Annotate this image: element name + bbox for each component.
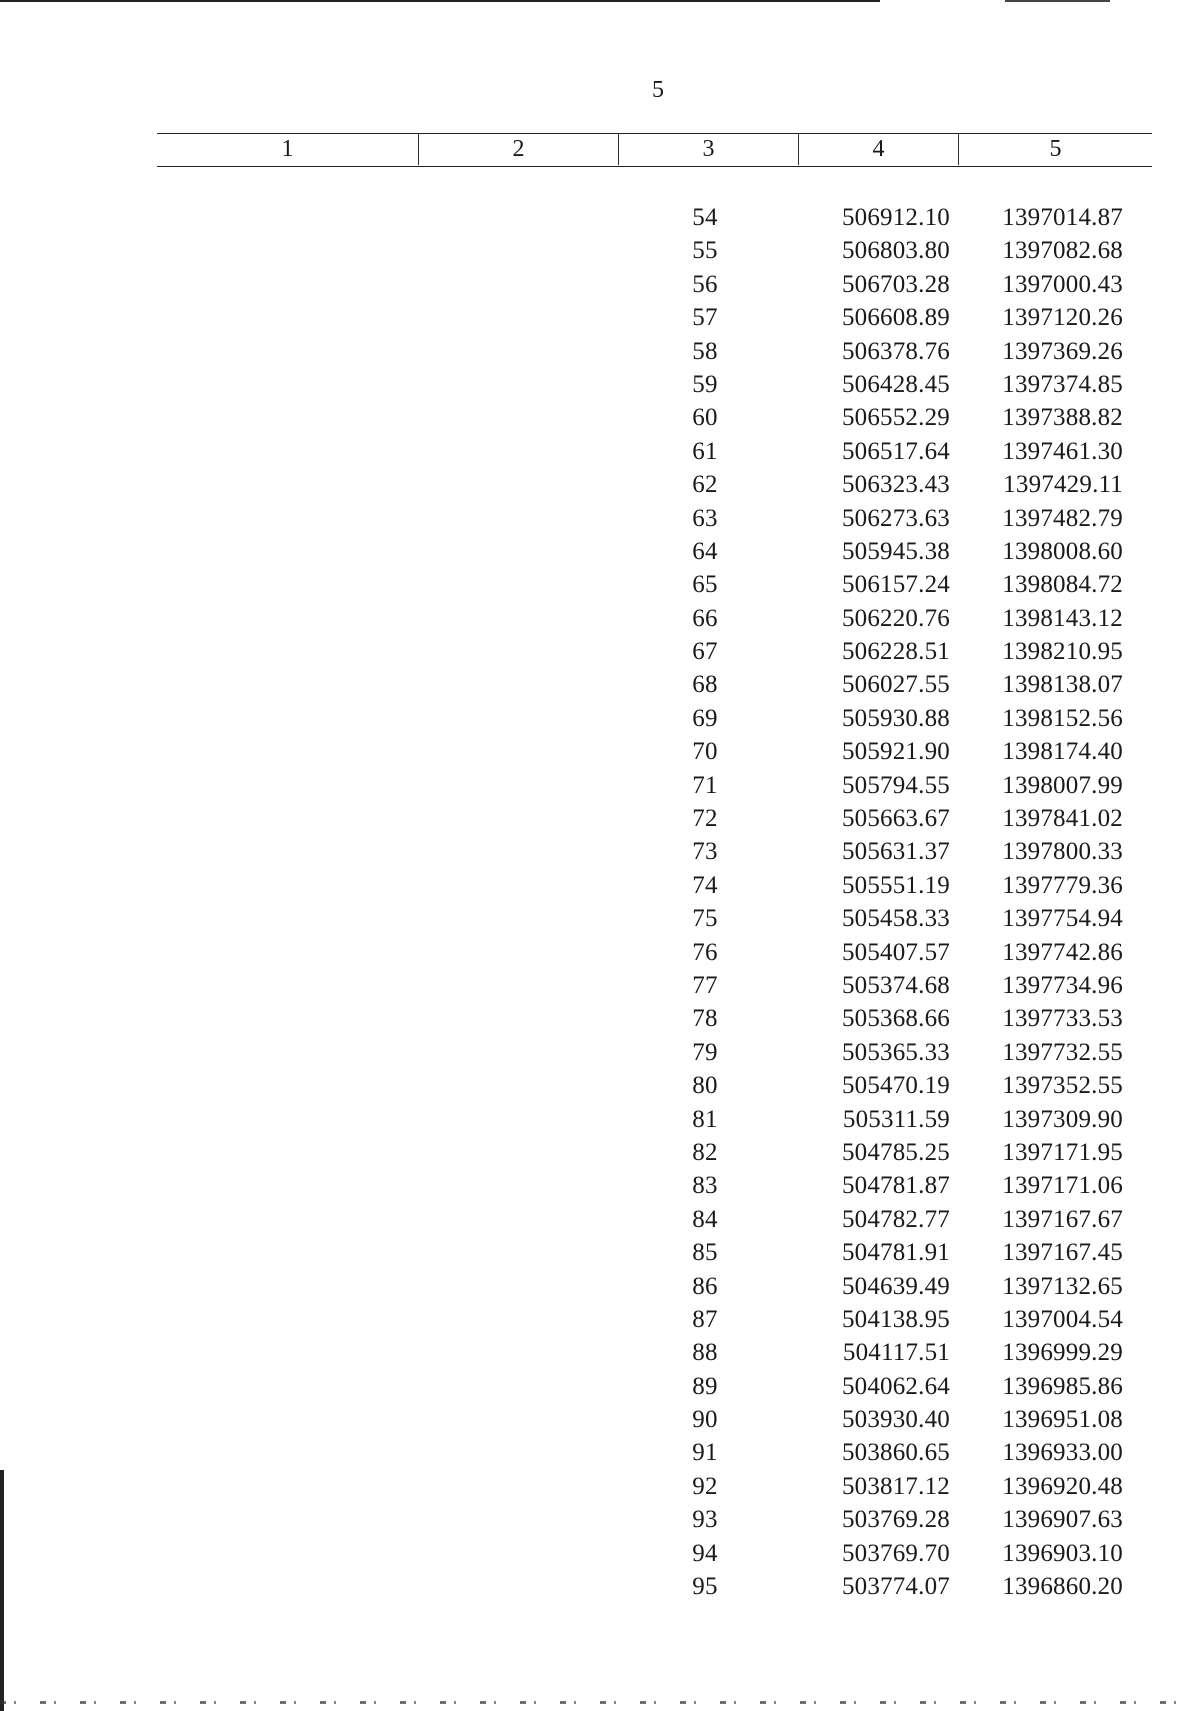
point-number: 82 [692, 1138, 718, 1166]
table-row [0, 1136, 1200, 1169]
point-number: 87 [692, 1305, 718, 1333]
column-header-1: 1 [157, 134, 419, 165]
point-number: 95 [692, 1573, 718, 1601]
coordinate-y: 1397388.82 [1002, 404, 1123, 432]
table-row [0, 1537, 1200, 1570]
coordinate-x: 506228.51 [841, 638, 950, 666]
table-row [0, 435, 1200, 468]
coordinate-table-body [0, 201, 1200, 1603]
point-number: 94 [692, 1539, 718, 1567]
coordinate-y: 1397800.33 [1002, 838, 1123, 866]
coordinate-x: 503769.28 [841, 1506, 950, 1534]
coordinate-y: 1396860.20 [1002, 1573, 1123, 1601]
table-row [0, 1470, 1200, 1503]
table-row [0, 1570, 1200, 1603]
point-number: 71 [692, 771, 718, 799]
table-row [0, 335, 1200, 368]
table-row [0, 1236, 1200, 1269]
coordinate-x: 505470.19 [841, 1072, 950, 1100]
point-number: 56 [692, 270, 718, 298]
table-row [0, 535, 1200, 568]
coordinate-x: 506428.45 [841, 370, 950, 398]
coordinate-y: 1397171.95 [1002, 1138, 1123, 1166]
table-row [0, 769, 1200, 802]
table-row [0, 835, 1200, 868]
coordinate-x: 505631.37 [841, 838, 950, 866]
point-number: 75 [692, 905, 718, 933]
coordinate-x: 504138.95 [841, 1305, 950, 1333]
coordinate-x: 503860.65 [841, 1439, 950, 1467]
point-number: 72 [692, 805, 718, 833]
coordinate-y: 1396907.63 [1002, 1506, 1123, 1534]
coordinate-y: 1397004.54 [1002, 1305, 1123, 1333]
coordinate-x: 506273.63 [841, 504, 950, 532]
table-row [0, 1336, 1200, 1369]
coordinate-y: 1396920.48 [1002, 1472, 1123, 1500]
point-number: 77 [692, 971, 718, 999]
coordinate-y: 1397369.26 [1002, 337, 1123, 365]
table-row [0, 1403, 1200, 1436]
table-row [0, 1169, 1200, 1202]
coordinate-y: 1397309.90 [1002, 1105, 1123, 1133]
table-row [0, 368, 1200, 401]
coordinate-x: 506157.24 [841, 571, 950, 599]
coordinate-y: 1397082.68 [1002, 237, 1123, 265]
coordinate-x: 505663.67 [841, 805, 950, 833]
point-number: 69 [692, 704, 718, 732]
table-row [0, 1002, 1200, 1035]
coordinate-y: 1397171.06 [1002, 1172, 1123, 1200]
page-number: 5 [652, 77, 664, 103]
coordinate-x: 504781.87 [841, 1172, 950, 1200]
coordinate-y: 1397841.02 [1002, 805, 1123, 833]
point-number: 61 [692, 437, 718, 465]
coordinate-x: 505551.19 [841, 871, 950, 899]
point-number: 64 [692, 537, 718, 565]
point-number: 54 [692, 204, 718, 231]
coordinate-x: 506912.10 [841, 204, 950, 231]
coordinate-y: 1397000.43 [1002, 270, 1123, 298]
coordinate-y: 1398007.99 [1002, 771, 1123, 799]
coordinate-y: 1397014.87 [1002, 204, 1123, 231]
point-number: 65 [692, 571, 718, 599]
column-header-3: 3 [619, 134, 799, 165]
table-row [0, 1503, 1200, 1536]
coordinate-x: 506703.28 [841, 270, 950, 298]
coordinate-y: 1398008.60 [1002, 537, 1123, 565]
point-number: 84 [692, 1205, 718, 1233]
coordinate-y: 1398084.72 [1002, 571, 1123, 599]
point-number: 63 [692, 504, 718, 532]
point-number: 68 [692, 671, 718, 699]
coordinate-x: 506323.43 [841, 471, 950, 499]
coordinate-y: 1397167.67 [1002, 1205, 1123, 1233]
coordinate-x: 505945.38 [841, 537, 950, 565]
table-row [0, 635, 1200, 668]
coordinate-y: 1397754.94 [1002, 905, 1123, 933]
table-row [0, 401, 1200, 434]
table-row [0, 936, 1200, 969]
point-number: 73 [692, 838, 718, 866]
table-row [0, 802, 1200, 835]
scan-edge-bottom [0, 1701, 1200, 1704]
coordinate-y: 1396903.10 [1002, 1539, 1123, 1567]
column-header-row [157, 133, 1152, 167]
coordinate-y: 1397132.65 [1002, 1272, 1123, 1300]
table-row [0, 201, 1200, 234]
point-number: 58 [692, 337, 718, 365]
coordinate-x: 506027.55 [841, 671, 950, 699]
coordinate-y: 1398143.12 [1002, 604, 1123, 632]
table-row [0, 568, 1200, 601]
coordinate-x: 506803.80 [841, 237, 950, 265]
table-row [0, 702, 1200, 735]
table-row [0, 1036, 1200, 1069]
point-number: 57 [692, 304, 718, 332]
coordinate-y: 1397734.96 [1002, 971, 1123, 999]
coordinate-y: 1398210.95 [1002, 638, 1123, 666]
coordinate-x: 506517.64 [841, 437, 950, 465]
coordinate-y: 1398174.40 [1002, 738, 1123, 766]
table-row [0, 668, 1200, 701]
table-row [0, 1370, 1200, 1403]
coordinate-x: 506608.89 [841, 304, 950, 332]
table-row [0, 969, 1200, 1002]
coordinate-y: 1396951.08 [1002, 1406, 1123, 1434]
coordinate-x: 503769.70 [841, 1539, 950, 1567]
coordinate-y: 1397352.55 [1002, 1072, 1123, 1100]
coordinate-y: 1396933.00 [1002, 1439, 1123, 1467]
point-number: 92 [692, 1472, 718, 1500]
point-number: 74 [692, 871, 718, 899]
coordinate-y: 1396999.29 [1002, 1339, 1123, 1367]
coordinate-x: 505458.33 [841, 905, 950, 933]
point-number: 85 [692, 1239, 718, 1267]
coordinate-x: 505368.66 [841, 1005, 950, 1033]
table-row [0, 1303, 1200, 1336]
coordinate-x: 505930.88 [841, 704, 950, 732]
table-row [0, 1270, 1200, 1303]
point-number: 89 [692, 1372, 718, 1400]
point-number: 93 [692, 1506, 718, 1534]
coordinate-x: 504785.25 [841, 1138, 950, 1166]
table-row [0, 1203, 1200, 1236]
point-number: 79 [692, 1038, 718, 1066]
table-row [0, 869, 1200, 902]
coordinate-x: 506552.29 [841, 404, 950, 432]
table-row [0, 1069, 1200, 1102]
coordinate-y: 1397733.53 [1002, 1005, 1123, 1033]
coordinate-x: 504782.77 [841, 1205, 950, 1233]
point-number: 70 [692, 738, 718, 766]
point-number: 76 [692, 938, 718, 966]
coordinate-x: 505311.59 [842, 1105, 950, 1133]
point-number: 62 [692, 471, 718, 499]
table-row [0, 735, 1200, 768]
coordinate-y: 1397779.36 [1002, 871, 1123, 899]
coordinate-x: 504117.51 [842, 1339, 950, 1367]
coordinate-y: 1396985.86 [1002, 1372, 1123, 1400]
point-number: 83 [692, 1172, 718, 1200]
point-number: 80 [692, 1072, 718, 1100]
coordinate-y: 1397461.30 [1002, 437, 1123, 465]
point-number: 60 [692, 404, 718, 432]
point-number: 91 [692, 1439, 718, 1467]
table-row [0, 301, 1200, 334]
scan-edge-top-right [1005, 0, 1110, 2]
coordinate-y: 1397429.11 [1003, 471, 1123, 499]
coordinate-y: 1397742.86 [1002, 938, 1123, 966]
point-number: 67 [692, 638, 718, 666]
table-row [0, 602, 1200, 635]
table-row [0, 234, 1200, 267]
column-header-5: 5 [1049, 136, 1062, 162]
coordinate-x: 503930.40 [841, 1406, 950, 1434]
coordinate-x: 506378.76 [841, 337, 950, 365]
point-number: 86 [692, 1272, 718, 1300]
point-number: 78 [692, 1005, 718, 1033]
coordinate-x: 504639.49 [841, 1272, 950, 1300]
coordinate-y: 1397482.79 [1002, 504, 1123, 532]
coordinate-y: 1397374.85 [1002, 370, 1123, 398]
coordinate-x: 503817.12 [841, 1472, 950, 1500]
scan-edge-top-left [0, 0, 880, 2]
table-row [0, 502, 1200, 535]
table-row [0, 1436, 1200, 1469]
coordinate-x: 505921.90 [841, 738, 950, 766]
coordinate-x: 505365.33 [841, 1038, 950, 1066]
coordinate-y: 1398138.07 [1002, 671, 1123, 699]
coordinate-x: 504062.64 [841, 1372, 950, 1400]
coordinate-x: 505794.55 [841, 771, 950, 799]
coordinate-x: 503774.07 [841, 1573, 950, 1601]
point-number: 55 [692, 237, 718, 265]
table-row [0, 268, 1200, 301]
coordinate-y: 1397120.26 [1002, 304, 1123, 332]
coordinate-y: 1397167.45 [1002, 1239, 1123, 1267]
column-header-2: 2 [419, 134, 619, 165]
coordinate-x: 504781.91 [841, 1239, 950, 1267]
point-number: 90 [692, 1406, 718, 1434]
coordinate-x: 505374.68 [841, 971, 950, 999]
column-header-4: 4 [799, 134, 959, 165]
table-row [0, 468, 1200, 501]
coordinate-x: 505407.57 [841, 938, 950, 966]
table-row [0, 902, 1200, 935]
point-number: 59 [692, 370, 718, 398]
coordinate-y: 1397732.55 [1002, 1038, 1123, 1066]
point-number: 81 [692, 1105, 718, 1133]
point-number: 88 [692, 1339, 718, 1367]
coordinate-x: 506220.76 [841, 604, 950, 632]
coordinate-y: 1398152.56 [1002, 704, 1123, 732]
table-row [0, 1103, 1200, 1136]
point-number: 66 [692, 604, 718, 632]
